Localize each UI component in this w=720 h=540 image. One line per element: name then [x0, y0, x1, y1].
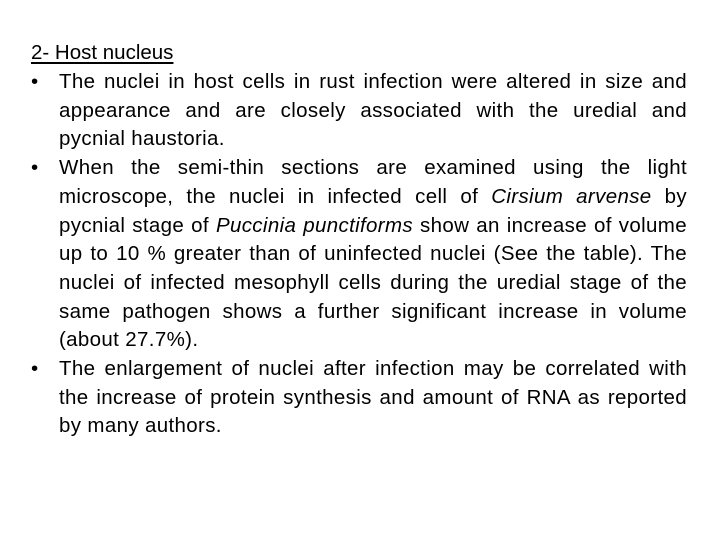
bullet-text: [59, 70, 687, 150]
bullet-item: [31, 154, 687, 355]
section-heading: 2- Host nucleus: [31, 41, 174, 64]
bullet-marker: •: [31, 70, 39, 93]
pathogen-name-italic: Puccinia punctiforms: [215, 213, 414, 237]
bullet-text: [59, 156, 687, 351]
bullet-list: [31, 68, 687, 441]
bullet-marker: •: [31, 357, 39, 381]
bullet-text: [59, 357, 687, 437]
text-segment: by pycnial stage of: [59, 184, 687, 237]
bullet-item: [31, 68, 687, 154]
text-segment: When the semi-thin sections are examined using the light microscope, the nuclei in infected cell of: [59, 156, 687, 208]
text-segment: show an increase of volume up to 10 % greater than of uninfected nuclei (See the table). The nuclei of infected mesophyll cells during the uredial stage of the same pathogen shows a further significant increase in volume (about 27.7%).: [59, 213, 687, 352]
bullet-item: [31, 355, 687, 441]
bullet-marker: •: [31, 156, 39, 180]
text-segment: The enlargement of nuclei after infection may be correlated with the increase of protein synthesis and amount of RNA as reported by many authors.: [59, 357, 687, 438]
species-name-italic: Cirsium arvense: [491, 184, 652, 208]
text-segment: The nuclei in host cells in rust infection were altered in size and appearance and are closely associated with the uredial and pycnial haustoria.: [59, 70, 687, 151]
